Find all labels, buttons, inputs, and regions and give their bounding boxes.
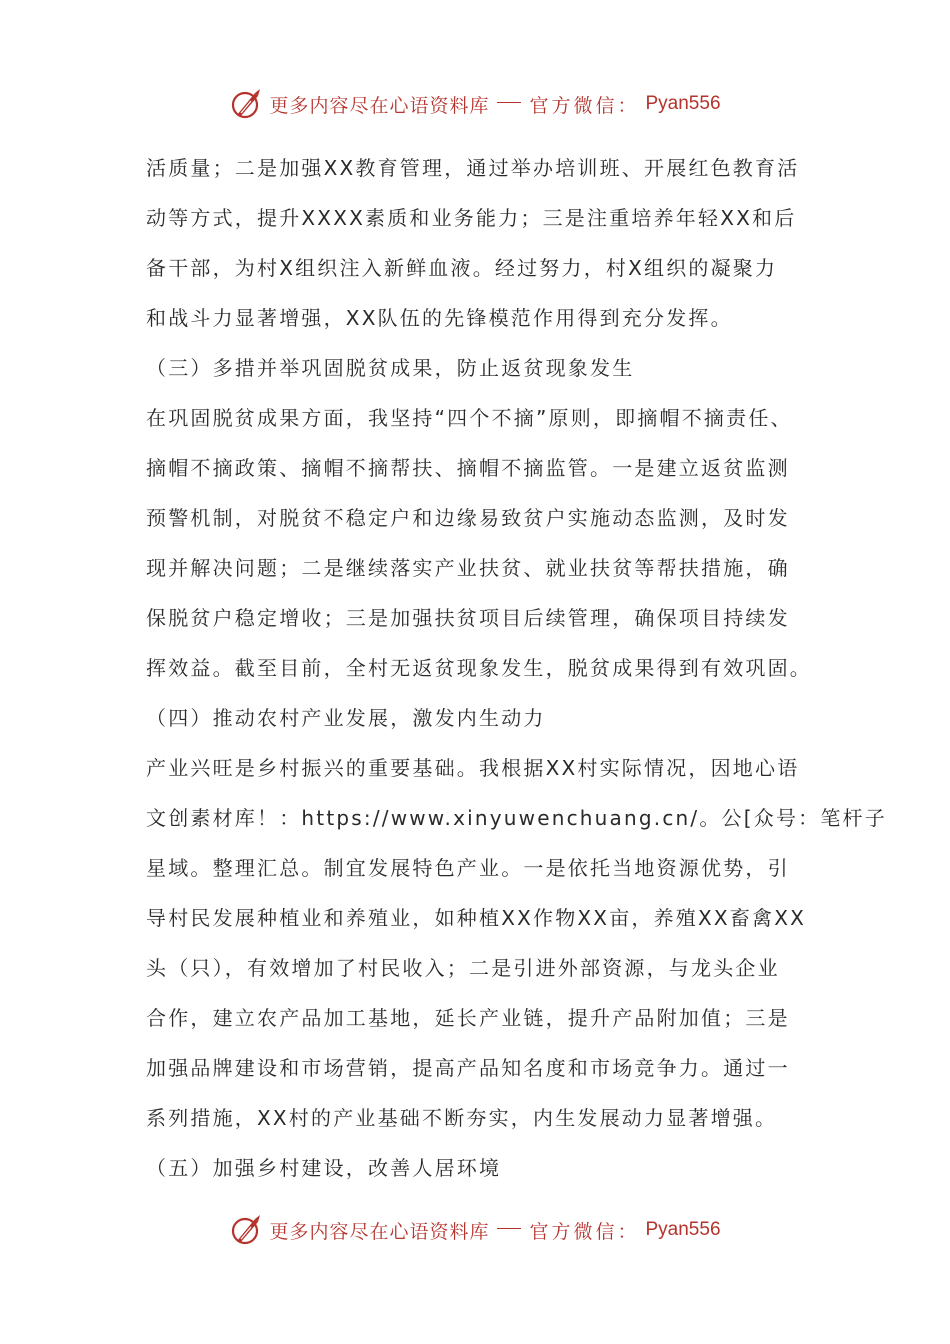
section-heading-4: （四）推动农村产业发展，激发内生动力 (146, 706, 546, 730)
text-line: 文创素材库！：https://www.xinyuwenchuang.cn/。公[众号：笔杆子 (146, 806, 887, 830)
banner-wechat-label: 官方微信： (529, 1220, 640, 1243)
banner-slogan: 更多内容尽在心语资料库 (269, 1220, 490, 1243)
text-line: 合作，建立农产品加工基地，延长产业链，提升产品附加值；三是 (146, 1006, 790, 1030)
document-body (146, 146, 887, 1196)
text-line: 和战斗力显著增强，XX队伍的先锋模范作用得到充分发挥。 (146, 306, 733, 330)
banner-wechat-label: 官方微信： (529, 94, 640, 117)
text-line: 导村民发展种植业和养殖业，如种植XX作物XX亩，养殖XX畜禽XX (146, 906, 807, 930)
text-line: 头（只），有效增加了村民收入；二是引进外部资源，与龙头企业 (146, 956, 780, 980)
text-line: 星域。整理汇总。制宜发展特色产业。一是依托当地资源优势，引 (146, 856, 790, 880)
text-line: 保脱贫户稳定增收；三是加强扶贫项目后续管理，确保项目持续发 (146, 606, 790, 630)
banner-slogan: 更多内容尽在心语资料库 (269, 94, 490, 117)
banner-dash-divider (497, 1228, 521, 1229)
text-line: 加强品牌建设和市场营销，提高产品知名度和市场竞争力。通过一 (146, 1056, 790, 1080)
text-line: 动等方式，提升XXXX素质和业务能力；三是注重培养年轻XX和后 (146, 206, 797, 230)
quill-pen-logo-icon (229, 87, 263, 121)
text-line: 现并解决问题；二是继续落实产业扶贫、就业扶贫等帮扶措施，确 (146, 556, 790, 580)
banner-wechat-id: Pyan556 (645, 1219, 721, 1240)
text-line: 产业兴旺是乡村振兴的重要基础。我根据XX村实际情况，因地心语 (146, 756, 800, 780)
quill-pen-logo-icon (229, 1213, 263, 1247)
section-heading-3: （三）多措并举巩固脱贫成果，防止返贫现象发生 (146, 356, 635, 380)
text-line: 摘帽不摘政策、摘帽不摘帮扶、摘帽不摘监管。一是建立返贫监测 (146, 456, 790, 480)
text-line: 挥效益。截至目前，全村无返贫现象发生，脱贫成果得到有效巩固。 (146, 656, 812, 680)
text-line: 系列措施，XX村的产业基础不断夯实，内生发展动力显著增强。 (146, 1106, 778, 1130)
text-line: 备干部，为村X组织注入新鲜血液。经过努力，村X组织的凝聚力 (146, 256, 778, 280)
text-line: 活质量；二是加强XX教育管理，通过举办培训班、开展红色教育活 (146, 156, 800, 180)
text-line: 预警机制，对脱贫不稳定户和边缘易致贫户实施动态监测，及时发 (146, 506, 790, 530)
section-heading-5: （五）加强乡村建设，改善人居环境 (146, 1156, 502, 1180)
footer-banner (0, 1210, 950, 1250)
text-line: 在巩固脱贫成果方面，我坚持“四个不摘”原则，即摘帽不摘责任、 (146, 406, 793, 430)
header-banner (0, 84, 950, 124)
banner-dash-divider (497, 102, 521, 103)
banner-wechat-id: Pyan556 (645, 93, 721, 114)
